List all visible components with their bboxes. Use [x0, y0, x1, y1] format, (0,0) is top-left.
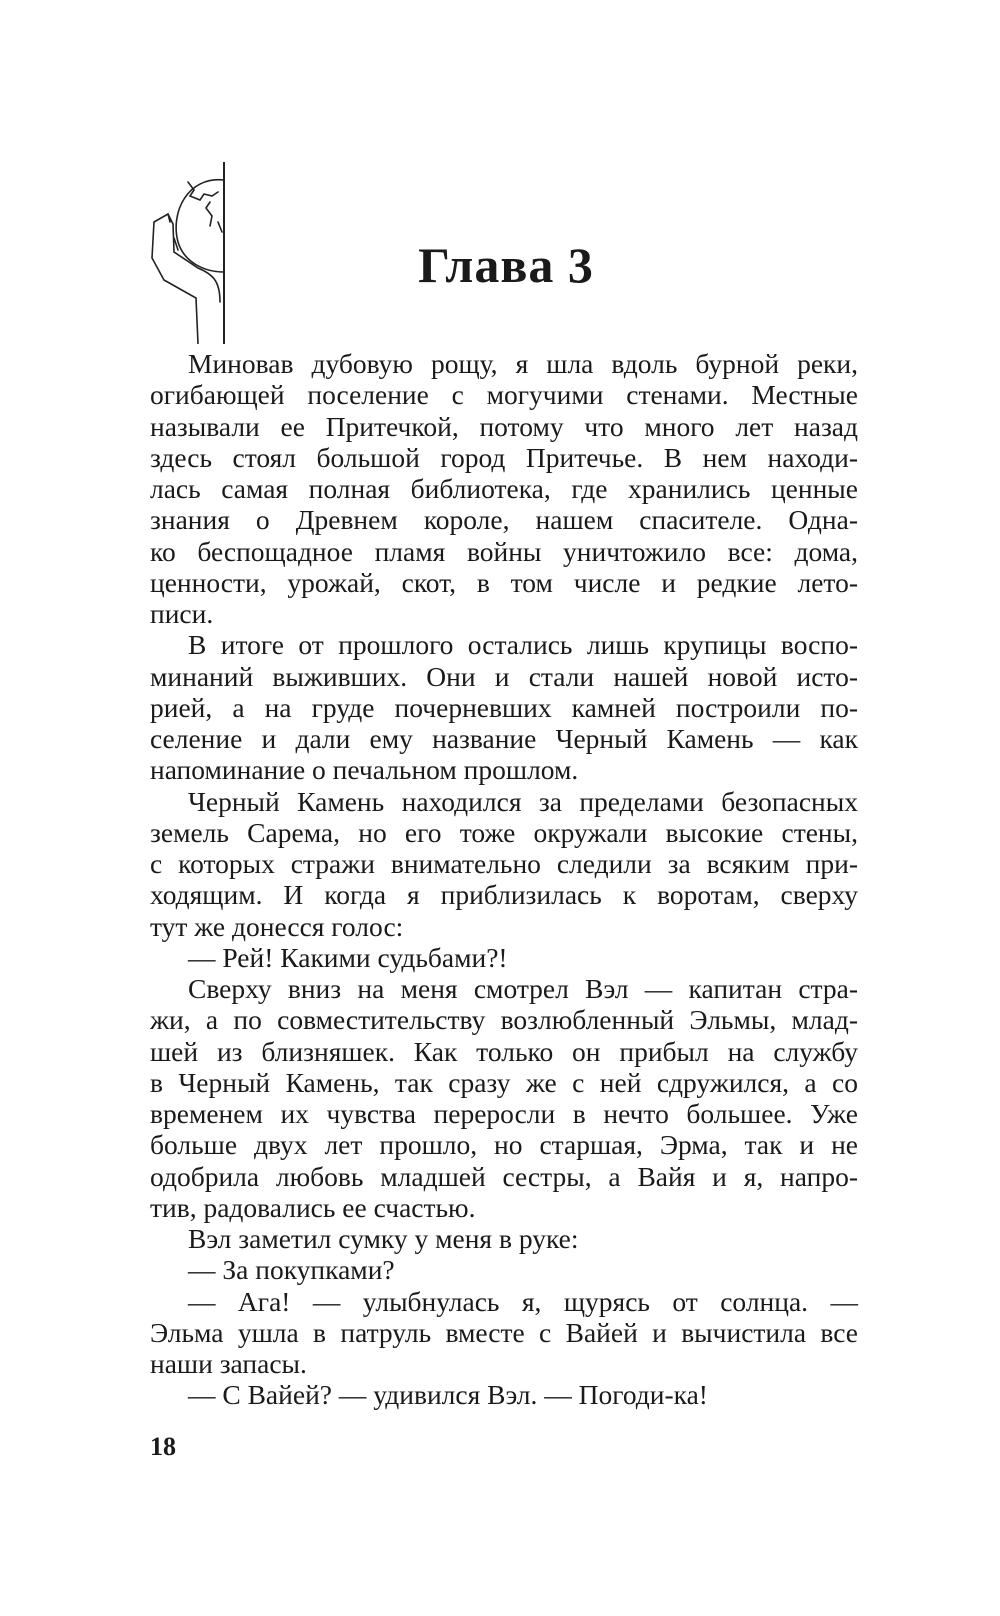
text-line: напоминание о печальном прошлом. [150, 754, 579, 786]
text-line: больше двух лет прошло, но старшая, Эрма, так и не [150, 1129, 858, 1161]
text-line: рией, а на груде почерневших камней построили по- [150, 691, 858, 723]
text-line: Черный Камень находился за пределами безопасных [188, 785, 858, 817]
text-line: Сверху вниз на меня смотрел Вэл — капитан стра- [188, 973, 858, 1004]
text-line: называли ее Притечкой, потому что много лет назад [150, 410, 858, 442]
text-line: жи, а по совместительству возлюбленный Эльмы, млад- [150, 1004, 858, 1036]
text-line: — Рей! Какими судьбами?! [188, 941, 508, 973]
text-line: знания о Древнем короле, нашем спасителе. Одна- [150, 504, 858, 536]
page-number: 18 [150, 1432, 176, 1461]
text-line: одобрила любовь младшей сестры, а Вайя и я, напро- [150, 1160, 858, 1192]
text-line: Вэл заметил сумку у меня в руке: [188, 1223, 579, 1254]
text-line: тив, радовались ее счастью. [150, 1191, 476, 1223]
text-line: тут же донесся голос: [150, 910, 404, 942]
text-line: писи. [150, 598, 214, 629]
text-line: огибающей поселение с могучими стенами. Местные [150, 379, 858, 411]
text-line: ценности, урожай, скот, в том числе и редкие лето- [150, 566, 858, 598]
text-line: ко беспощадное пламя войны уничтожило все: дома, [150, 535, 858, 567]
text-line: шей из близняшек. Как только он прибыл на службу [150, 1035, 858, 1067]
text-line: — С Вайей? — удивился Вэл. — Погоди-ка! [188, 1379, 708, 1411]
text-line: В итоге от прошлого остались лишь крупицы воспо- [188, 629, 858, 661]
text-line: земель Сарема, но его тоже окружали высокие стены, [150, 816, 858, 848]
text-line: Эльма ушла в патруль вместе с Вайей и вычистила все [150, 1316, 858, 1348]
text-line: — Ага! — улыбнулась я, щурясь от солнца. — [188, 1285, 858, 1317]
text-line: ходящим. И когда я приблизилась к воротам, сверху [150, 879, 858, 911]
text-line: лась самая полная библиотека, где хранились ценные [150, 473, 858, 504]
text-line: — За покупками? [188, 1254, 395, 1286]
text-line: в Черный Камень, так сразу же с ней сдружился, а со [150, 1066, 858, 1098]
text-line: Миновав дубовую рощу, я шла вдоль бурной реки, [188, 348, 858, 379]
text-line: с которых стражи внимательно следили за всяким при- [150, 848, 858, 879]
text-line: наши запасы. [150, 1348, 307, 1379]
chapter-title: Глава 3 [418, 237, 594, 293]
text-line: временем их чувства переросли в нечто большее. Уже [150, 1098, 858, 1129]
text-line: минаний выживших. Они и стали нашей новой исто- [150, 660, 858, 692]
chapter-text [150, 348, 858, 1411]
text-line: селение и дали ему название Черный Камень — как [150, 723, 858, 754]
text-line: здесь стоял большой город Притечье. В нем находи- [150, 441, 858, 473]
